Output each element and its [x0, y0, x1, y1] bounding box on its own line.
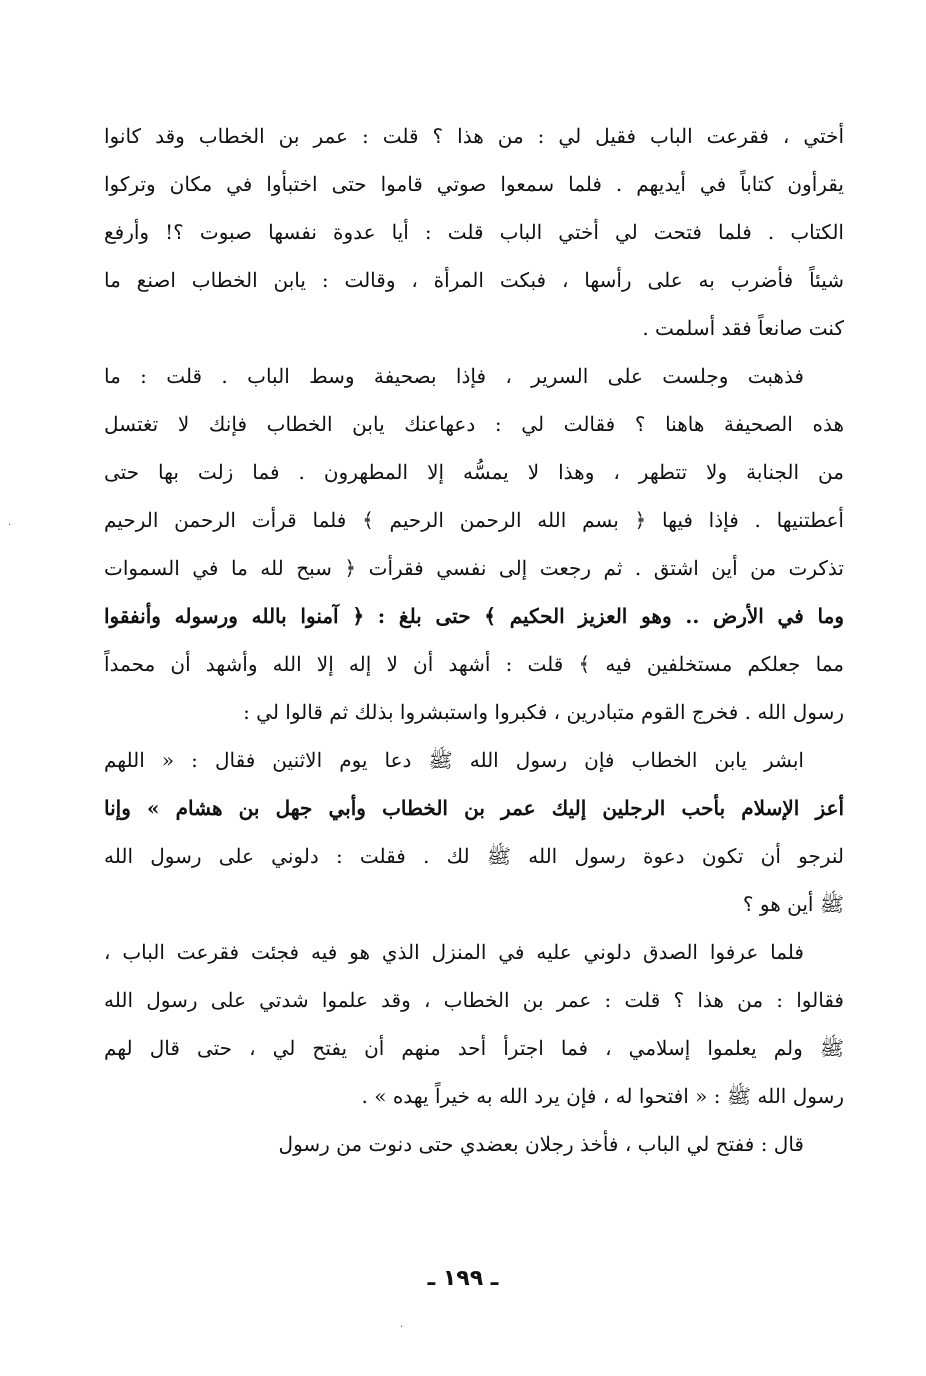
text-line: كنت صانعاً فقد أسلمت .	[642, 316, 844, 340]
paragraph-4	[104, 928, 844, 1120]
text-line: أعطتنيها . فإذا فيها ﴿ بسم الله الرحمن الرحيم ﴾ فلما قرأت الرحمن الرحيم	[104, 508, 844, 532]
page-number: ـ ١٩٩ ـ	[427, 1266, 499, 1291]
text-line: فلما عرفوا الصدق دلوني عليه في المنزل الذي هو فيه فجئت فقرعت الباب ،	[104, 940, 804, 964]
text-line: مما جعلكم مستخلفين فيه ﴾ قلت : أشهد أن لا إله إلا الله وأشهد أن محمداً	[104, 652, 844, 676]
text-line: ﷺ ولم يعلموا إسلامي ، فما اجترأ أحد منهم أن يفتح لي ، حتى قال لهم	[104, 1036, 844, 1060]
text-line: ابشر يابن الخطاب فإن رسول الله ﷺ دعا يوم الاثنين فقال : « اللهم	[104, 748, 804, 772]
text-line: رسول الله ﷺ : « افتحوا له ، فإن يرد الله به خيراً يهده » .	[361, 1084, 844, 1108]
paragraph-2	[104, 352, 844, 736]
text-line: فذهبت وجلست على السرير ، فإذا بصحيفة وسط الباب . قلت : ما	[104, 364, 804, 388]
paragraph-1	[104, 112, 844, 352]
text-line: فقالوا : من هذا ؟ قلت : عمر بن الخطاب ، وقد علموا شدتي على رسول الله	[104, 988, 844, 1012]
paragraph-3	[104, 736, 844, 928]
page-body	[104, 112, 844, 1168]
text-line: رسول الله . فخرج القوم متبادرين ، فكبروا واستبشروا بذلك ثم قالوا لي :	[243, 700, 844, 724]
text-line: وما في الأرض .. وهو العزيز الحكيم ﴾ حتى بلغ : ﴿ آمنوا بالله ورسوله وأنفقوا	[104, 604, 844, 628]
paragraph-5	[104, 1120, 844, 1168]
text-line: يقرأون كتاباً في أيديهم . فلما سمعوا صوتي قاموا حتى اختبأوا في مكان وتركوا	[104, 172, 844, 196]
text-line: من الجنابة ولا تتطهر ، وهذا لا يمسُّه إلا المطهرون . فما زلت بها حتى	[104, 460, 844, 484]
scan-speck: ·	[400, 1322, 404, 1333]
text-line: ﷺ أين هو ؟	[742, 892, 844, 916]
text-line: هذه الصحيفة هاهنا ؟ فقالت لي : دعهاعنك يابن الخطاب فإنك لا تغتسل	[104, 412, 844, 436]
text-line: أعز الإسلام بأحب الرجلين إليك عمر بن الخطاب وأبي جهل بن هشام » وإنا	[104, 796, 844, 820]
text-line: تذكرت من أين اشتق . ثم رجعت إلى نفسي فقرأت ﴿ سبح لله ما في السموات	[104, 556, 844, 580]
scan-speck: ·	[8, 520, 12, 531]
text-line: شيئاً فأضرب به على رأسها ، فبكت المرأة ، وقالت : يابن الخطاب اصنع ما	[104, 268, 844, 292]
text-line: الكتاب . فلما فتحت لي أختي الباب قلت : أيا عدوة نفسها صبوت ؟! وأرفع	[104, 220, 844, 244]
text-line: لنرجو أن تكون دعوة رسول الله ﷺ لك . فقلت : دلوني على رسول الله	[104, 844, 844, 868]
text-line: قال : ففتح لي الباب ، فأخذ رجلان بعضدي حتى دنوت من رسول	[278, 1132, 804, 1156]
text-line: أختي ، فقرعت الباب فقيل لي : من هذا ؟ قلت : عمر بن الخطاب وقد كانوا	[104, 124, 844, 148]
